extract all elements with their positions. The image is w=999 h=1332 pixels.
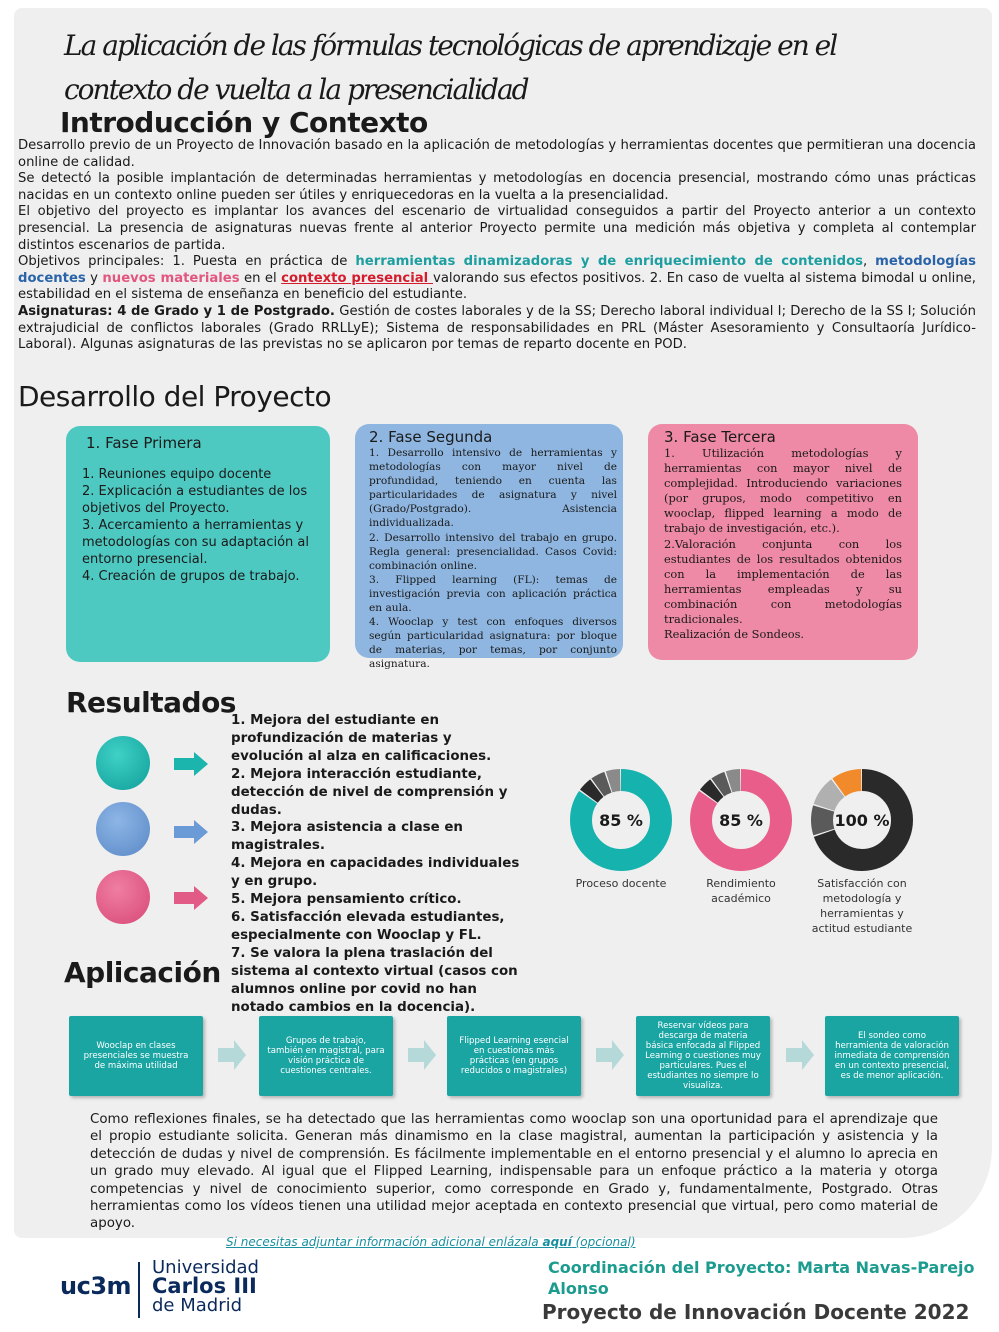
result-item: 5. Mejora pensamiento crítico. bbox=[231, 892, 462, 908]
phase1-item: 2. Explicación a estudiantes de los objetivos del Proyecto. bbox=[82, 484, 308, 516]
intro-heading: Introducción y Contexto bbox=[60, 106, 428, 139]
logo-divider bbox=[138, 1262, 140, 1318]
poster-title: La aplicación de las fórmulas tecnológicas de aprendizaje en el contexto de vuelta a la presencialidad bbox=[64, 29, 837, 106]
intro-p2: Se detectó la posible implantación de determinadas herramientas y metodologías en docencia presencial, mostrando cómo unas prácticas nacidas en un contexto online pueden ser útiles y enriquecedoras en la vuelta a la presencialidad. bbox=[18, 171, 976, 203]
intro-p1: Desarrollo previo de un Proyecto de Innovación basado en la aplicación de metodologías y herramientas docentes que permitieran una docencia online de calidad. bbox=[18, 138, 976, 170]
flow-step: Grupos de trabajo, también en magistral, para visión práctica de cuestiones centrales. bbox=[259, 1016, 393, 1096]
desarrollo-heading: Desarrollo del Proyecto bbox=[18, 380, 332, 413]
phase2-item: 3. Flipped learning (FL): temas de investigación previa con aplicación práctica en aula. bbox=[369, 573, 617, 615]
donut-center-label: 85 % bbox=[719, 811, 763, 830]
final-reflections: Como reflexiones finales, se ha detectado que las herramientas como wooclap son una oportunidad para el aprendizaje que el propio estudiante solicita. Generan más dinamismo en la clase magistral, aumentan la participación y asistencia y la detección de dudas y nivel de comprensión. Es fácilmente implementable en el entorno presencial y el alumno lo aprecia en un grado muy elevado. Al igual que el Flipped Learning, indispensable para un enfoque práctico a la materia y otorga competencias y nivel de conocimiento superior, como corresponde en Grado y, fundamentalmente, Postgrado. Otras herramientas como los vídeos tienen una utilidad mejor aceptada en contexto presencial que virtual, pero como material de apoyo. bbox=[90, 1112, 938, 1232]
donut-chart bbox=[569, 768, 673, 872]
objective-methods: metodologías docentes bbox=[18, 254, 977, 286]
phase-first-card bbox=[66, 426, 330, 662]
donut-satisfaccion bbox=[807, 768, 917, 936]
phase3-item: 2.Valoración conjunta con los estudiantes de los resultados obtenidos con la implementación de las herramientas empleadas y su combinación con metodologías tradicionales. bbox=[664, 536, 902, 627]
result-item: 7. Se valora la plena traslación del sistema al contexto virtual (casos con alumnos online por covid no han notado cambios en la docencia). bbox=[231, 945, 518, 1015]
chevron-right-icon bbox=[218, 1040, 246, 1070]
intro-subjects: Asignaturas: 4 de Grado y 1 de Postgrado. Gestión de costes laborales y de la SS; Derecho laboral individual I; Derecho de la SS I; Solución extrajudicial de conflictos laborales (Grado RRLLyE); Sistema de responsabilidades en PRL (Máster Asesoramiento y Consultaoría Jurídico-Laboral). Algunas asignaturas de las previstas no se aplicaron por temas de reparto docente en POD. bbox=[18, 303, 976, 353]
phase1-item: 4. Creación de grupos de trabajo. bbox=[82, 569, 300, 584]
result-item: 6. Satisfacción elevada estudiantes, especialmente con Wooclap y FL. bbox=[231, 909, 505, 943]
teal-circle-icon bbox=[96, 736, 150, 790]
logo-line: Universidad bbox=[152, 1257, 259, 1278]
chevron-right-icon bbox=[596, 1040, 624, 1070]
objective-tools: herramientas dinamizadoras y de enriquecimiento de contenidos bbox=[355, 254, 863, 270]
additional-info-link[interactable]: Si necesitas adjuntar información adicional enlázala aquí (opcional) bbox=[226, 1235, 636, 1249]
results-list bbox=[231, 712, 521, 1016]
donut-chart bbox=[810, 768, 914, 872]
phase2-item: 4. Wooclap y test con enfoques diversos según particularidad asignatura: por bloque de materias, por temas, por conjunto asignatura. bbox=[369, 616, 617, 671]
donut-rendimiento bbox=[686, 768, 796, 906]
resultados-heading: Resultados bbox=[66, 686, 236, 719]
phase1-item: 1. Reuniones equipo docente bbox=[82, 467, 272, 482]
project-coordinator: Coordinación del Proyecto: Marta Navas-Parejo Alonso bbox=[548, 1258, 975, 1298]
chevron-right-icon bbox=[408, 1040, 436, 1070]
arrow-right-icon bbox=[174, 820, 208, 844]
phase-title: 2. Fase Segunda bbox=[369, 428, 493, 446]
phase-third-card bbox=[648, 424, 918, 660]
blue-circle-icon bbox=[96, 802, 150, 856]
result-item: 4. Mejora en capacidades individuales y en grupo. bbox=[231, 856, 520, 890]
donut-caption: Satisfacción con metodología y herramientas y actitud estudiante bbox=[811, 877, 913, 935]
phase2-item: 1. Desarrollo intensivo de herramientas y metodologías con mayor nivel de profundidad, teniendo en cuenta las particularidades de asignatura y nivel (Grado/Postgrado). Asistencia individualizada. bbox=[369, 447, 617, 530]
donut-chart bbox=[689, 768, 793, 872]
pink-circle-icon bbox=[96, 870, 150, 924]
aplicacion-heading: Aplicación bbox=[64, 956, 221, 989]
result-item: 1. Mejora del estudiante en profundización de materias y evolución al alza en calificaciones. bbox=[231, 713, 492, 764]
intro-p3: El objetivo del proyecto es implantar los avances del escenario de virtualidad conseguidos a partir del Proyecto anterior a un contexto presencial. La presencia de asignaturas nuevas frente al anterior Proyecto permite una medición más objetiva y completa al contemplar distintos escenarios de partida. bbox=[18, 204, 976, 253]
donut-caption: Proceso docente bbox=[575, 877, 667, 890]
logo-line: Carlos III bbox=[152, 1274, 257, 1298]
flow-step: El sondeo como herramienta de valoración inmediata de comprensión en un contexto presencial, es de menor aplicación. bbox=[825, 1016, 959, 1096]
flow-step: Flipped Learning esencial en cuestionas más prácticas (en grupos reducidos o magistrales) bbox=[447, 1016, 581, 1096]
phase2-item: 2. Desarrollo intensivo del trabajo en grupo. Regla general: presencialidad. Casos Covid: combinación online. bbox=[369, 531, 617, 572]
phase-second-card bbox=[355, 424, 623, 671]
arrow-right-icon bbox=[174, 886, 208, 910]
donut-center-label: 100 % bbox=[834, 811, 890, 830]
objective-materials: nuevos materiales bbox=[102, 270, 240, 286]
phase3-item: Realización de Sondeos. bbox=[664, 627, 805, 642]
donut-center-label: 85 % bbox=[599, 811, 643, 830]
intro-objectives: Objetivos principales: 1. Puesta en práctica de herramientas dinamizadoras y de enriquecimiento de contenidos, metodologías docentes y nuevos materiales en el contexto presencial valorando sus efectos positivos. 2. En caso de vuelta al sistema bimodal u online, estabilidad en el sistema de enseñanza en beneficio del estudiante. bbox=[18, 254, 977, 303]
objective-context: contexto presencial bbox=[281, 270, 434, 286]
phase3-item: 1. Utilización metodologías y herramientas con mayor nivel de complejidad. Introduciendo variaciones (por grupos, modo competitivo en wooclap, flipped learning a modo de trabajo de investigación, etc.). bbox=[664, 446, 902, 536]
chevron-right-icon bbox=[786, 1040, 814, 1070]
phase-title: 1. Fase Primera bbox=[86, 434, 202, 452]
logo-short: uc3m bbox=[60, 1272, 132, 1300]
donut-proceso bbox=[566, 768, 676, 891]
phase1-item: 3. Acercamiento a herramientas y metodologías con su adaptación al entorno presencial. bbox=[82, 518, 309, 567]
arrow-right-icon bbox=[174, 752, 208, 776]
project-label: Proyecto de Innovación Docente 2022 bbox=[542, 1300, 970, 1324]
phase-title: 3. Fase Tercera bbox=[664, 428, 776, 446]
result-item: 3. Mejora asistencia a clase en magistrales. bbox=[231, 820, 463, 854]
result-item: 2. Mejora interacción estudiante, detección de nivel de comprensión y dudas. bbox=[231, 766, 508, 818]
flow-step: Reservar vídeos para descarga de materia básica enfocada al Flipped Learning o cuestiones muy particulares. Pues el estudiantes no siempre lo visualiza. bbox=[636, 1016, 770, 1096]
logo-line: de Madrid bbox=[152, 1295, 243, 1316]
flow-step: Wooclap en clases presenciales se muestra de máxima utilidad bbox=[69, 1016, 203, 1096]
donut-caption: Rendimiento académico bbox=[706, 877, 776, 905]
intro-text bbox=[18, 138, 976, 354]
